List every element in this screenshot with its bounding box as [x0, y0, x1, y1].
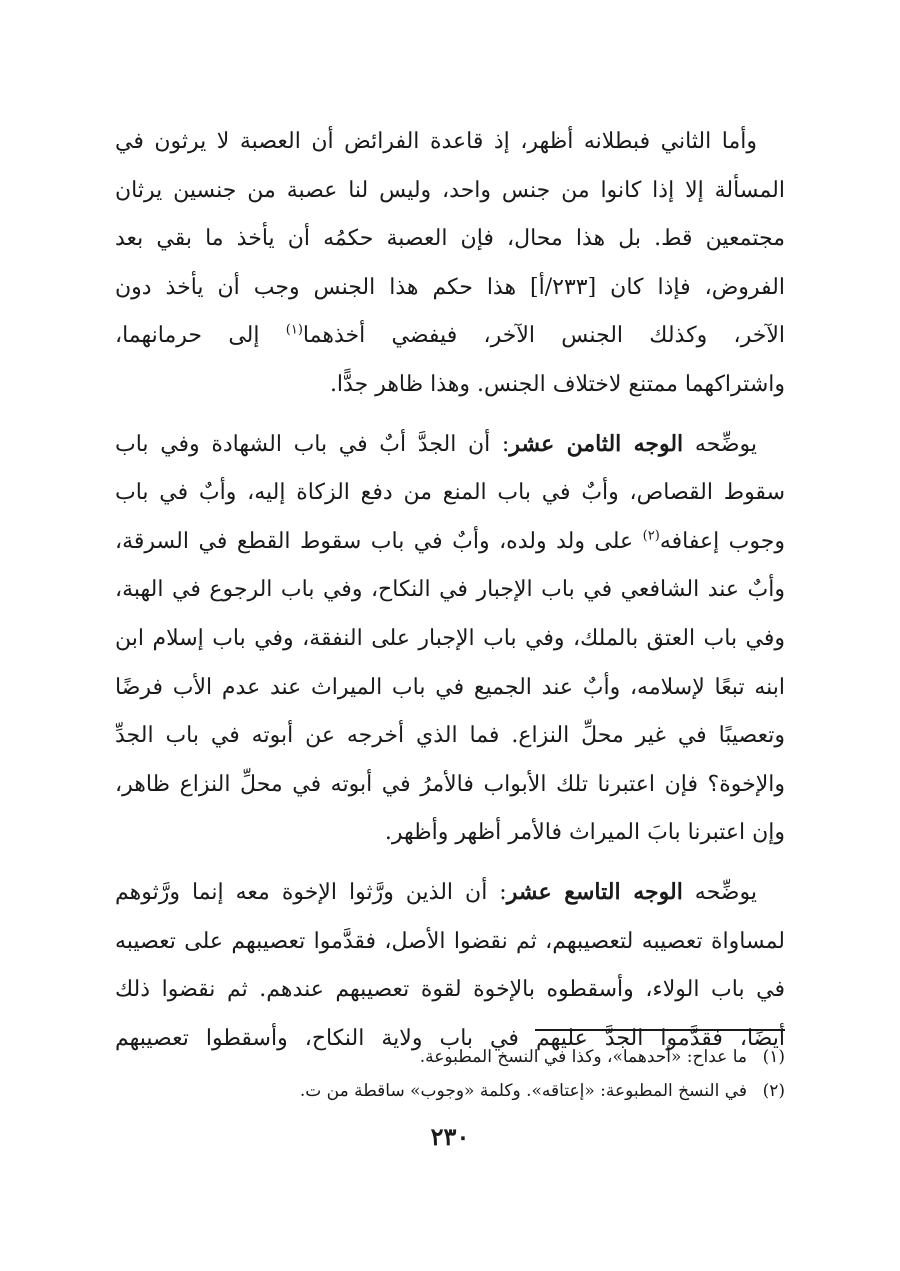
body-text	[115, 118, 785, 1071]
footnote-marker-2: (٢)	[642, 528, 660, 544]
text-line: وتعصيبًا في غير محلِّ النزاع. فما الذي أخرجه عن أبوته في باب الجدِّ	[115, 723, 785, 749]
text-segment: يوضِّحه	[682, 879, 757, 905]
footnote-2	[115, 1074, 785, 1108]
text-line	[115, 518, 785, 567]
footnote-text: في النسخ المطبوعة: «إعتاقه». وكلمة «وجوب» ساقطة من ت.	[299, 1081, 747, 1101]
text-line: لمساواة تعصيبه لتعصيبهم، ثم نقضوا الأصل، فقدَّموا تعصيبهم على تعصيبه	[115, 928, 785, 954]
text-line: سقوط القصاص، وأبٌ في باب المنع من دفع الزكاة إليه، وأبٌ في باب	[115, 480, 785, 506]
text-line: في باب الولاء، وأسقطوه بالإخوة لقوة تعصيبهم عندهم. ثم نقضوا ذلك	[115, 977, 785, 1003]
page-number: ٢٣٠	[430, 1122, 470, 1151]
footnote-number: (٢)	[762, 1081, 785, 1101]
footnotes	[115, 1040, 785, 1108]
text-line: المسألة إلا إذا كانوا من جنس واحد، وليس لنا عصبة من جنسين يرثان	[115, 177, 785, 203]
text-segment: وجوب إعفافه	[659, 528, 785, 554]
text-line	[115, 868, 785, 918]
section-heading-eighteenth: الوجه الثامن عشر	[509, 430, 684, 457]
text-line	[115, 420, 785, 470]
text-line: ابنه تبعًا لإسلامه، وأبٌ عند الجميع في باب الميراث عند عدم الأب فرضًا	[115, 674, 785, 700]
text-segment: على ولد ولده، وأبٌ في باب سقوط القطع في السرقة،	[115, 528, 643, 554]
text-segment: الآخر، وكذلك الجنس الآخر، فيفضي أخذهما	[302, 323, 785, 349]
footnote-marker-1: (١)	[285, 323, 303, 339]
text-line: وأما الثاني فبطلانه أظهر، إذ قاعدة الفرائض أن العصبة لا يرثون في	[115, 129, 757, 154]
text-line: مجتمعين قط. بل هذا محال، فإن العصبة حكمُه أن يأخذ ما بقي بعد	[115, 226, 785, 252]
paragraph-2	[115, 420, 785, 858]
paragraph-1	[115, 118, 785, 410]
text-line: وفي باب العتق بالملك، وفي باب الإجبار على النفقة، وفي باب إسلام ابن	[115, 625, 785, 651]
footnote-divider	[535, 1029, 785, 1031]
text-line: وأبٌ عند الشافعي في باب الإجبار في النكاح، وفي باب الرجوع في الهبة،	[115, 577, 785, 603]
footnote-number: (١)	[762, 1047, 785, 1067]
text-segment: : أن الذين ورَّثوا الإخوة معه إنما ورَّثوهم	[115, 879, 507, 905]
footnote-1	[115, 1040, 785, 1074]
text-line: أيضًا، فقدَّموا الجدَّ عليهم في باب ولاية النكاح، وأسقطوا تعصيبهم	[115, 1025, 785, 1051]
text-line	[115, 312, 785, 361]
footnote-text: ما عداح: «أحدهما»، وكذا في النسخ المطبوعة.	[419, 1047, 747, 1067]
text-line: والإخوة؟ فإن اعتبرنا تلك الأبواب فالأمرُ في أبوته في محلِّ النزاع ظاهر،	[115, 771, 785, 797]
section-heading-nineteenth: الوجه التاسع عشر	[506, 878, 683, 905]
text-line: واشتراكهما ممتنع لاختلاف الجنس. وهذا ظاهر جدًّا.	[329, 371, 785, 397]
text-segment: : أن الجدَّ أبٌ في باب الشهادة وفي باب	[115, 431, 510, 457]
text-segment: يوضِّحه	[683, 431, 757, 457]
text-segment: إلى حرمانهما،	[115, 323, 286, 349]
text-line: الفروض، فإذا كان [٢٣٣/أ] هذا حكم هذا الجنس وجب أن يأخذ دون	[115, 274, 785, 300]
text-line: وإن اعتبرنا بابَ الميراث فالأمر أظهر وأظهر.	[384, 820, 785, 846]
paragraph-3	[115, 868, 785, 1063]
